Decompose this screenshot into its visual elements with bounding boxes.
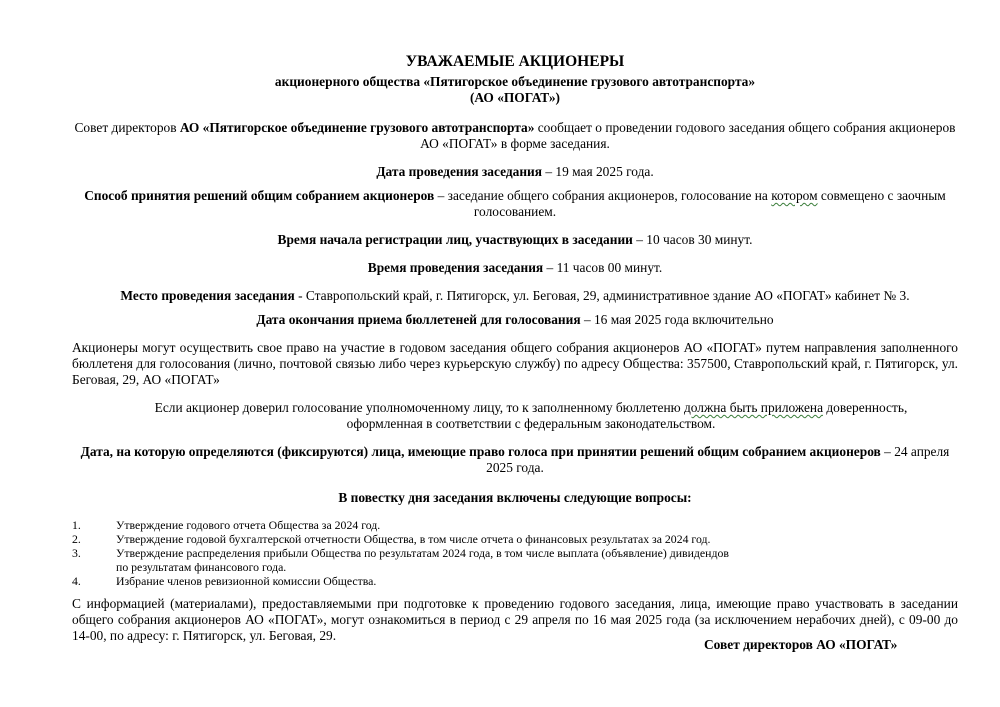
ballot-deadline-label: Дата окончания приема бюллетеней для голосования (256, 312, 581, 327)
document-page (72, 52, 958, 644)
record-date-value: – 24 апреля 2025 года. (486, 444, 950, 475)
meeting-place (72, 288, 958, 304)
meeting-date (72, 164, 958, 180)
agenda-item-continuation: по результатам финансового года. (116, 560, 287, 574)
proxy-note-before: Если акционер доверил голосование уполномоченному лицу, то к заполненному бюллетеню (154, 400, 684, 415)
agenda-item-text: Утверждение распределения прибыли Общества по результатам 2024 года, в том числе выплата (объявление) дивидендов (116, 546, 729, 560)
company-short-name: (АО «ПОГАТ») (469, 90, 561, 105)
shareholder-rights-paragraph: Акционеры могут осуществить свое право на участие в годовом заседания общего собрания акционеров АО «ПОГАТ» путем направления заполненного бюллетеня для голосования (лично, почтовой связью либо через курьерскую службу) по адресу Общества: 357500, Ставропольский край, г. Пятигорск, ул. Беговая, 29, АО «ПОГАТ» (72, 340, 958, 387)
ballot-deadline (72, 312, 958, 328)
intro-prefix: Совет директоров (74, 120, 180, 135)
proxy-note-underlined: должна быть приложена (683, 400, 824, 415)
agenda-item (72, 574, 958, 588)
intro-suffix: сообщает о проведении годового заседания общего собрания акционеров АО «ПОГАТ» в форме заседания. (420, 120, 956, 151)
company-full-name: акционерного общества «Пятигорское объединение грузового автотранспорта» (274, 74, 756, 89)
meeting-place-label: Место проведения заседания (120, 288, 295, 303)
agenda-item-number: 4. (72, 574, 81, 588)
meeting-time (72, 260, 958, 276)
agenda-item-number: 3. (72, 546, 81, 560)
meeting-date-value: – 19 мая 2025 года. (542, 164, 654, 179)
registration-time-label: Время начала регистрации лиц, участвующих в заседании (277, 232, 633, 247)
record-date (72, 444, 958, 476)
materials-paragraph: С информацией (материалами), предоставляемыми при подготовке к проведению годового заседания, лица, имеющие право участвовать в заседании общего собрания акционеров АО «ПОГАТ», могут ознакомиться в период с 29 апреля по 16 мая 2025 года (за исключением нерабочих дней), с 09-00 до 14-00, по адресу: г. Пятигорск, ул. Беговая, 29. (72, 596, 958, 643)
signature: Совет директоров АО «ПОГАТ» (704, 637, 898, 652)
agenda-item-number: 1. (72, 518, 81, 532)
proxy-note (72, 400, 958, 432)
meeting-time-label: Время проведения заседания (367, 260, 544, 275)
agenda-item-text: Избрание членов ревизионной комиссии Общества. (116, 574, 377, 588)
agenda-item (72, 518, 958, 532)
registration-time-value: – 10 часов 30 минут. (632, 232, 753, 247)
meeting-date-label: Дата проведения заседания (376, 164, 543, 179)
decision-method-value-before: – заседание общего собрания акционеров, голосование на (434, 188, 772, 203)
agenda-item-text: Утверждение годовой бухгалтерской отчетности Общества, в том числе отчета о финансовых результатах за 2024 год. (116, 532, 711, 546)
document-title: УВАЖАЕМЫЕ АКЦИОНЕРЫ (405, 53, 625, 70)
intro-company: АО «Пятигорское объединение грузового автотранспорта» (179, 120, 535, 135)
agenda-item (72, 532, 958, 546)
intro-paragraph (72, 120, 958, 152)
agenda-list (72, 518, 958, 588)
decision-method (72, 188, 958, 220)
decision-method-value-after: совмещено с заочным голосованием. (473, 188, 946, 219)
meeting-time-value: – 11 часов 00 минут. (543, 260, 663, 275)
registration-time (72, 232, 958, 248)
decision-method-underlined: котором (771, 188, 818, 203)
agenda-item-number: 2. (72, 532, 81, 546)
proxy-note-after: доверенность, оформленная в соответствии с федеральным законодательством. (346, 400, 908, 431)
agenda-item-text: Утверждение годового отчета Общества за 2024 год. (116, 518, 381, 532)
record-date-label: Дата, на которую определяются (фиксируются) лица, имеющие право голоса при принятии решений общим собранием акционеров (80, 444, 881, 459)
agenda-item (72, 546, 958, 560)
agenda-heading: В повестку дня заседания включены следующие вопросы: (338, 490, 692, 505)
decision-method-label: Способ принятия решений общим собранием акционеров (84, 188, 435, 203)
ballot-deadline-value: – 16 мая 2025 года включительно (580, 312, 774, 327)
meeting-place-value: - Ставропольский край, г. Пятигорск, ул. Беговая, 29, административное здание АО «ПОГАТ» кабинет № 3. (294, 288, 910, 303)
